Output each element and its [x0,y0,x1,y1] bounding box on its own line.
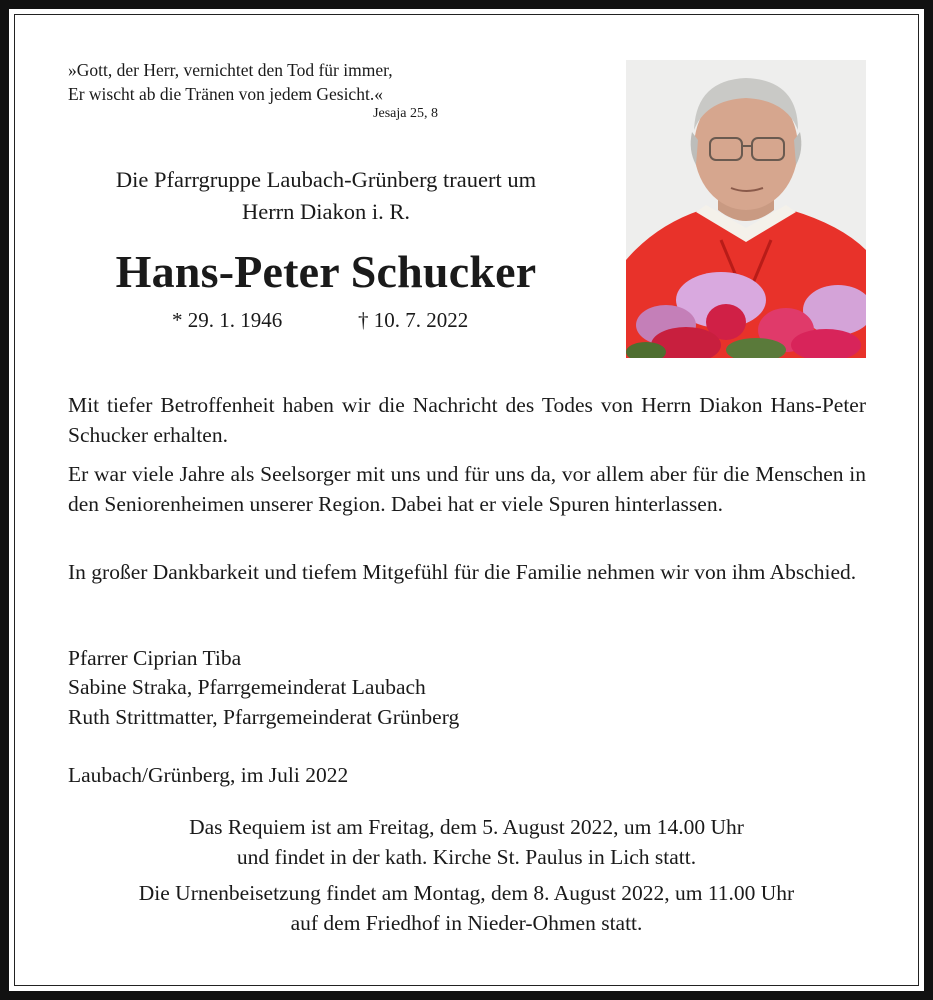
burial-line-2: auf dem Friedhof in Nieder-Ohmen statt. [290,911,643,935]
place-date: Laubach/Grünberg, im Juli 2022 [68,763,349,787]
quote-line-1: »Gott, der Herr, vernichtet den Tod für immer, [68,60,393,80]
requiem-line-2: und findet in der kath. Kirche St. Paulus in Lich statt. [236,845,697,869]
signatory-1: Pfarrer Ciprian Tiba [68,646,242,670]
burial-line-1: Die Urnenbeisetzung findet am Montag, dem 8. August 2022, um 11.00 Uhr [138,881,795,905]
quote-reference: Jesaja 25, 8 [373,106,438,121]
birth-date: * 29. 1. 1946 [172,308,283,332]
bible-quote [68,58,393,106]
paragraph-3: In großer Dankbarkeit und tiefem Mitgefühl für die Familie nehmen wir von ihm Abschied. [68,560,857,584]
deceased-name: Hans-Peter Schucker [115,246,537,297]
signatory-2: Sabine Straka, Pfarrgemeinderat Laubach [68,675,426,699]
portrait-photo [626,60,866,358]
paragraph-2: Er war viele Jahre als Seelsorger mit uns und für uns da, vor allem aber für die Menschen in den Seniorenheimen unserer Region. Dabei hat er viele Spuren hinterlassen. [68,462,866,516]
paragraph-1: Mit tiefer Betroffenheit haben wir die Nachricht des Todes von Herrn Diakon Hans-Peter Schucker erhalten. [68,393,866,447]
requiem-line-1: Das Requiem ist am Freitag, dem 5. August 2022, um 14.00 Uhr [189,815,744,839]
quote-line-2: Er wischt ab die Tränen von jedem Gesicht.« [68,84,383,104]
death-date: † 10. 7. 2022 [358,308,469,332]
signatory-3: Ruth Strittmatter, Pfarrgemeinderat Grünberg [68,705,460,729]
intro-text: Die Pfarrgruppe Laubach-Grünberg trauert um [115,167,537,192]
deceased-title: Herrn Diakon i. R. [241,199,411,224]
